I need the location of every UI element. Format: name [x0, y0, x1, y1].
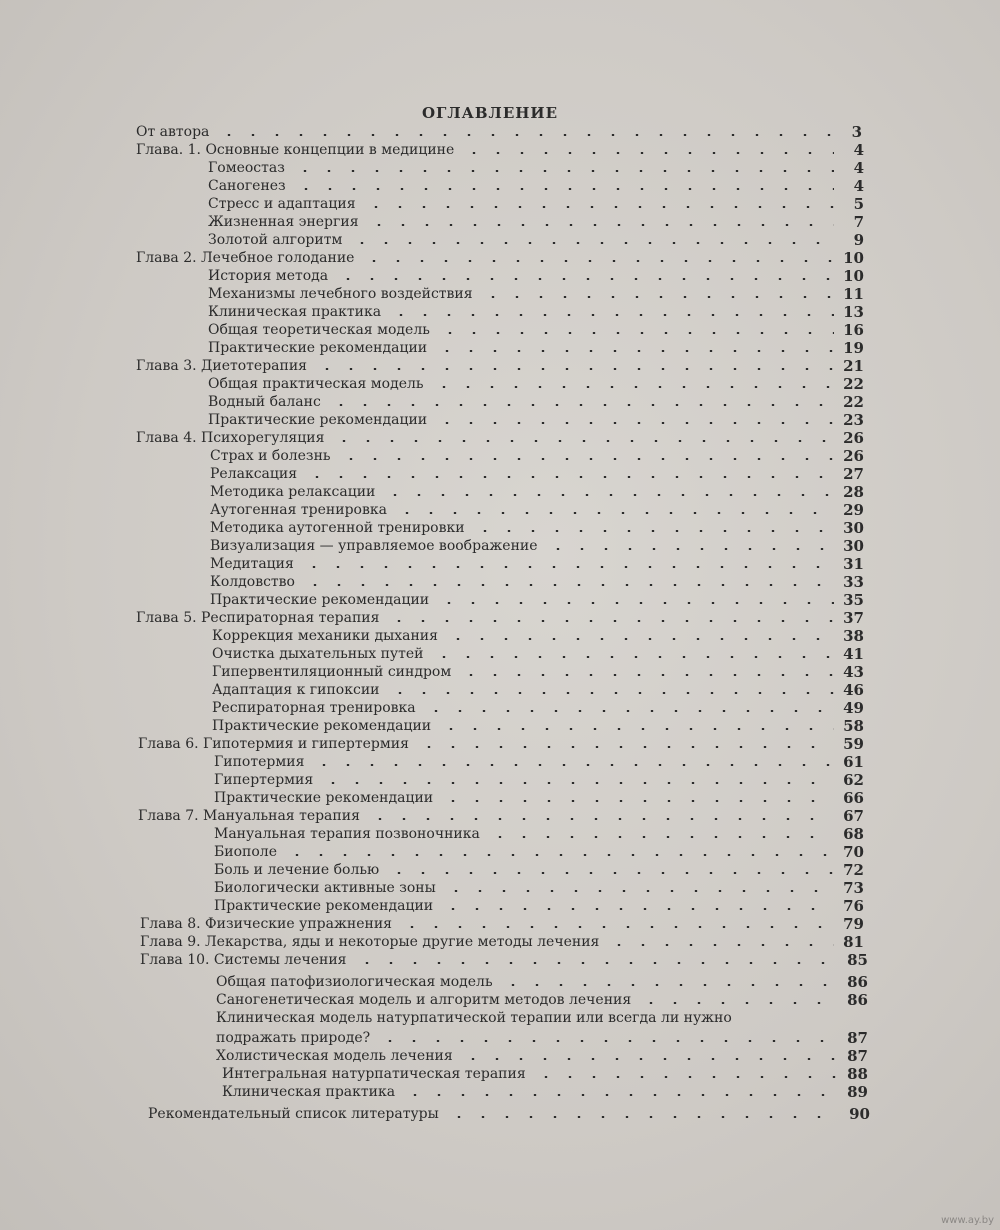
toc-entry-page: 13	[843, 303, 864, 321]
toc-entry-page: 19	[843, 339, 864, 357]
toc-entry-label: Практические рекомендации	[210, 592, 430, 608]
toc-entry	[212, 644, 864, 662]
toc-entry	[208, 410, 864, 428]
toc-entry	[214, 860, 864, 878]
leader-dots	[639, 1002, 838, 1004]
toc-entry	[208, 194, 864, 212]
leader-dots	[481, 296, 834, 298]
toc-entry-page: 31	[843, 555, 864, 573]
leader-dots	[473, 530, 834, 532]
toc-entry-page: 23	[843, 411, 864, 429]
toc-entry-page: 4	[853, 177, 864, 195]
toc-entry-label: Глава 9. Лекарства, яды и некоторые другие методы лечения	[140, 934, 600, 950]
toc-entry-page: 28	[843, 483, 864, 501]
leader-dots	[332, 440, 834, 442]
toc-entry-page: 76	[843, 897, 864, 915]
toc-entry	[140, 914, 864, 932]
toc-entry	[136, 140, 864, 158]
toc-entry-page: 59	[843, 735, 864, 753]
toc-entry	[208, 158, 864, 176]
toc-entry-page: 10	[843, 249, 864, 267]
toc-entry	[212, 662, 864, 680]
toc-entry	[136, 248, 864, 266]
toc-entry-page: 11	[843, 285, 864, 303]
toc-entry	[136, 122, 862, 140]
toc-entry-page: 4	[853, 141, 864, 159]
leader-dots	[607, 944, 834, 946]
toc-entry-label: Саногенез	[208, 178, 286, 194]
toc-entry-page: 30	[843, 537, 864, 555]
leader-dots	[355, 962, 838, 964]
toc-entry-label: Глава 10. Системы лечения	[140, 952, 347, 968]
toc-entry-page: 33	[843, 573, 864, 591]
toc-entry-page: 27	[843, 465, 864, 483]
toc-entry-page: 79	[843, 915, 864, 933]
leader-dots	[321, 782, 834, 784]
toc-entry-label: Глава 4. Психорегуляция	[136, 430, 325, 446]
toc-entry-continued: Клиническая модель натурпатической терапии или всегда ли нужно	[216, 1010, 732, 1026]
toc-entry-page: 86	[847, 973, 868, 991]
toc-entry	[148, 1104, 870, 1122]
leader-dots	[315, 368, 834, 370]
leader-dots	[432, 656, 835, 658]
leader-dots	[294, 188, 834, 190]
leader-dots	[488, 836, 834, 838]
toc-entry-label: Глава 2. Лечебное голодание	[136, 250, 355, 266]
toc-entry-label: Адаптация к гипоксии	[212, 682, 380, 698]
toc-entry-label: Гипотермия	[214, 754, 305, 770]
leader-dots	[293, 170, 834, 172]
toc-entry-label: Коррекция механики дыхания	[212, 628, 438, 644]
leader-dots	[417, 746, 834, 748]
leader-dots	[285, 854, 834, 856]
toc-entry-page: 26	[843, 447, 864, 465]
toc-entry-label: Золотой алгоритм	[208, 232, 343, 248]
leader-dots	[336, 278, 834, 280]
leader-dots	[437, 602, 834, 604]
leader-dots	[302, 566, 834, 568]
leader-dots	[501, 984, 838, 986]
leader-dots	[403, 1094, 838, 1096]
toc-entry-page: 5	[853, 195, 864, 213]
toc-entry	[214, 842, 864, 860]
leader-dots	[424, 710, 834, 712]
toc-entry-page: 22	[843, 375, 864, 393]
toc-title: ОГЛАВЛЕНИЕ	[421, 104, 559, 122]
site-watermark: www.ay.by	[941, 1215, 994, 1226]
toc-entry-label: Методика аутогенной тренировки	[210, 520, 465, 536]
toc-entry-label: Глава. 1. Основные концепции в медицине	[136, 142, 455, 158]
leader-dots	[217, 134, 832, 136]
toc-entry	[216, 990, 868, 1008]
toc-entry-label: Биологически активные зоны	[214, 880, 436, 896]
toc-entry-label: подражать природе?	[216, 1030, 371, 1046]
toc-entry-label: Холистическая модель лечения	[216, 1048, 453, 1064]
toc-entry-label: Клиническая практика	[222, 1084, 396, 1100]
toc-entry	[210, 518, 864, 536]
toc-entry-page: 58	[843, 717, 864, 735]
toc-entry-label: Интегральная натурпатическая терапия	[222, 1066, 526, 1082]
toc-entry-label: Очистка дыхательных путей	[212, 646, 424, 662]
leader-dots	[368, 818, 834, 820]
leader-dots	[312, 764, 834, 766]
toc-entry-page: 22	[843, 393, 864, 411]
toc-entry-label: Глава 8. Физические упражнения	[140, 916, 392, 932]
toc-entry-page: 21	[843, 357, 864, 375]
leader-dots	[387, 620, 834, 622]
leader-dots	[329, 404, 834, 406]
toc-entry	[222, 1064, 868, 1082]
toc-entry-label: Глава 6. Гипотермия и гипертермия	[138, 736, 409, 752]
toc-entry-label: Респираторная тренировка	[212, 700, 416, 716]
toc-entry-page: 87	[847, 1047, 868, 1065]
toc-entry-page: 86	[847, 991, 868, 1009]
leader-dots	[441, 908, 834, 910]
leader-dots	[305, 476, 834, 478]
toc-entry-label: Саногенетическая модель и алгоритм методов лечения	[216, 992, 632, 1008]
leader-dots	[462, 152, 834, 154]
toc-entry-label: Боль и лечение болью	[214, 862, 380, 878]
toc-entry-label: Медитация	[210, 556, 294, 572]
leader-dots	[534, 1076, 838, 1078]
toc-entry-page: 88	[847, 1065, 868, 1083]
toc-entry-label: Практические рекомендации	[214, 898, 434, 914]
toc-entry	[208, 320, 864, 338]
toc-entry	[210, 500, 864, 518]
toc-entry	[136, 356, 864, 374]
toc-entry	[208, 284, 864, 302]
toc-entry-label: Мануальная терапия позвоночника	[214, 826, 480, 842]
toc-entry	[210, 554, 864, 572]
toc-entry	[212, 716, 864, 734]
leader-dots	[388, 692, 835, 694]
toc-entry-label: Жизненная энергия	[208, 214, 359, 230]
toc-entry	[208, 212, 864, 230]
leader-dots	[435, 350, 834, 352]
toc-entry-page: 29	[843, 501, 864, 519]
toc-entry-label: Механизмы лечебного воздействия	[208, 286, 473, 302]
toc-entry-label: Практические рекомендации	[212, 718, 432, 734]
toc-entry-page: 4	[853, 159, 864, 177]
toc-entry-label: Общая теоретическая модель	[208, 322, 430, 338]
leader-dots	[447, 1116, 840, 1118]
toc-entry-page: 70	[843, 843, 864, 861]
toc-entry-label: Гипертермия	[214, 772, 314, 788]
toc-entry-label: Клиническая практика	[208, 304, 382, 320]
toc-entry	[212, 698, 864, 716]
toc-entry	[214, 788, 864, 806]
toc-entry-label: Гипервентиляционный синдром	[212, 664, 452, 680]
toc-entry-label: Гомеостаз	[208, 160, 285, 176]
leader-dots	[461, 1058, 838, 1060]
toc-entry-page: 85	[847, 951, 868, 969]
toc-entry-label: От автора	[136, 124, 210, 140]
toc-entry-label: Колдовство	[210, 574, 295, 590]
toc-entry	[216, 972, 868, 990]
toc-entry-label: Практические рекомендации	[214, 790, 434, 806]
toc-entry-page: 90	[849, 1105, 870, 1123]
toc-entry	[210, 446, 864, 464]
toc-entry-page: 43	[843, 663, 864, 681]
leader-dots	[339, 458, 834, 460]
toc-entry-label: Визуализация — управляемое воображение	[210, 538, 538, 554]
leader-dots	[432, 386, 834, 388]
toc-entry	[208, 230, 864, 248]
toc-entry-page: 16	[843, 321, 864, 339]
toc-entry-label: Водный баланс	[208, 394, 321, 410]
toc-entry	[210, 482, 864, 500]
toc-entry-page: 68	[843, 825, 864, 843]
toc-entry	[214, 770, 864, 788]
toc-entry-label: Рекомендательный список литературы	[148, 1106, 439, 1122]
toc-entry	[136, 608, 864, 626]
toc-entry-page: 10	[843, 267, 864, 285]
toc-entry-label: Страх и болезнь	[210, 448, 331, 464]
leader-dots	[303, 584, 834, 586]
toc-entry	[208, 392, 864, 410]
toc-entry-page: 7	[853, 213, 864, 231]
toc-entry-label: Релаксация	[210, 466, 298, 482]
toc-entry-page: 30	[843, 519, 864, 537]
leader-dots	[441, 800, 834, 802]
leader-dots	[387, 872, 834, 874]
toc-entry	[214, 896, 864, 914]
toc-entry	[208, 338, 864, 356]
toc-entry-page: 3	[851, 123, 862, 141]
toc-entry	[222, 1082, 868, 1100]
toc-entry	[140, 932, 864, 950]
leader-dots	[367, 224, 834, 226]
toc-entry-label: Практические рекомендации	[208, 412, 428, 428]
toc-entry-page: 46	[843, 681, 864, 699]
toc-entry-label: Общая практическая модель	[208, 376, 424, 392]
leader-dots	[459, 674, 834, 676]
toc-entry	[214, 752, 864, 770]
toc-entry-page: 62	[843, 771, 864, 789]
toc-entry	[212, 680, 864, 698]
leader-dots	[362, 260, 834, 262]
toc-entry-page: 26	[843, 429, 864, 447]
leader-dots	[350, 242, 834, 244]
leader-dots	[364, 206, 834, 208]
toc-entry-page: 72	[843, 861, 864, 879]
toc-entry-label: История метода	[208, 268, 329, 284]
toc-entry-label: Биополе	[214, 844, 277, 860]
toc-entry	[138, 734, 864, 752]
toc-entry	[214, 878, 864, 896]
leader-dots	[439, 728, 834, 730]
toc-entry	[208, 302, 864, 320]
toc-entry-page: 61	[843, 753, 864, 771]
toc-entry-label: Методика релаксации	[210, 484, 376, 500]
toc-entry	[140, 950, 868, 968]
leader-dots	[400, 926, 834, 928]
toc-entry-label: Глава 7. Мануальная терапия	[138, 808, 360, 824]
toc-entry	[216, 1028, 868, 1046]
toc-entry	[216, 1046, 868, 1064]
toc-entry-page: 35	[843, 591, 864, 609]
toc-entry	[210, 536, 864, 554]
toc-entry	[214, 824, 864, 842]
toc-entry	[212, 626, 864, 644]
toc-entry-page: 89	[847, 1083, 868, 1101]
toc-entry-label: Глава 5. Респираторная терапия	[136, 610, 380, 626]
toc-entry	[136, 428, 864, 446]
leader-dots	[446, 638, 834, 640]
toc-entry-label: Глава 3. Диетотерапия	[136, 358, 308, 374]
toc-entry-page: 67	[843, 807, 864, 825]
toc-entry-page: 49	[843, 699, 864, 717]
toc-entry-page: 38	[843, 627, 864, 645]
toc-entry-page: 73	[843, 879, 864, 897]
leader-dots	[383, 494, 834, 496]
toc-entry	[208, 374, 864, 392]
toc-entry	[210, 572, 864, 590]
toc-entry-page: 66	[843, 789, 864, 807]
leader-dots	[444, 890, 834, 892]
toc-entry-page: 81	[843, 933, 864, 951]
toc-entry-page: 37	[843, 609, 864, 627]
leader-dots	[389, 314, 834, 316]
leader-dots	[546, 548, 834, 550]
leader-dots	[395, 512, 834, 514]
leader-dots	[435, 422, 834, 424]
toc-entry	[208, 176, 864, 194]
toc-entry-page: 41	[843, 645, 864, 663]
toc-entry-label: Общая патофизиологическая модель	[216, 974, 493, 990]
toc-entry-page: 9	[853, 231, 864, 249]
toc-entry	[210, 590, 864, 608]
toc-entry	[210, 464, 864, 482]
toc-entry-label: Аутогенная тренировка	[210, 502, 387, 518]
toc-entry-label: Стресс и адаптация	[208, 196, 356, 212]
leader-dots	[438, 332, 834, 334]
toc-entry-label: Практические рекомендации	[208, 340, 428, 356]
leader-dots	[378, 1040, 838, 1042]
toc-entry	[138, 806, 864, 824]
toc-entry	[208, 266, 864, 284]
toc-entry-page: 87	[847, 1029, 868, 1047]
